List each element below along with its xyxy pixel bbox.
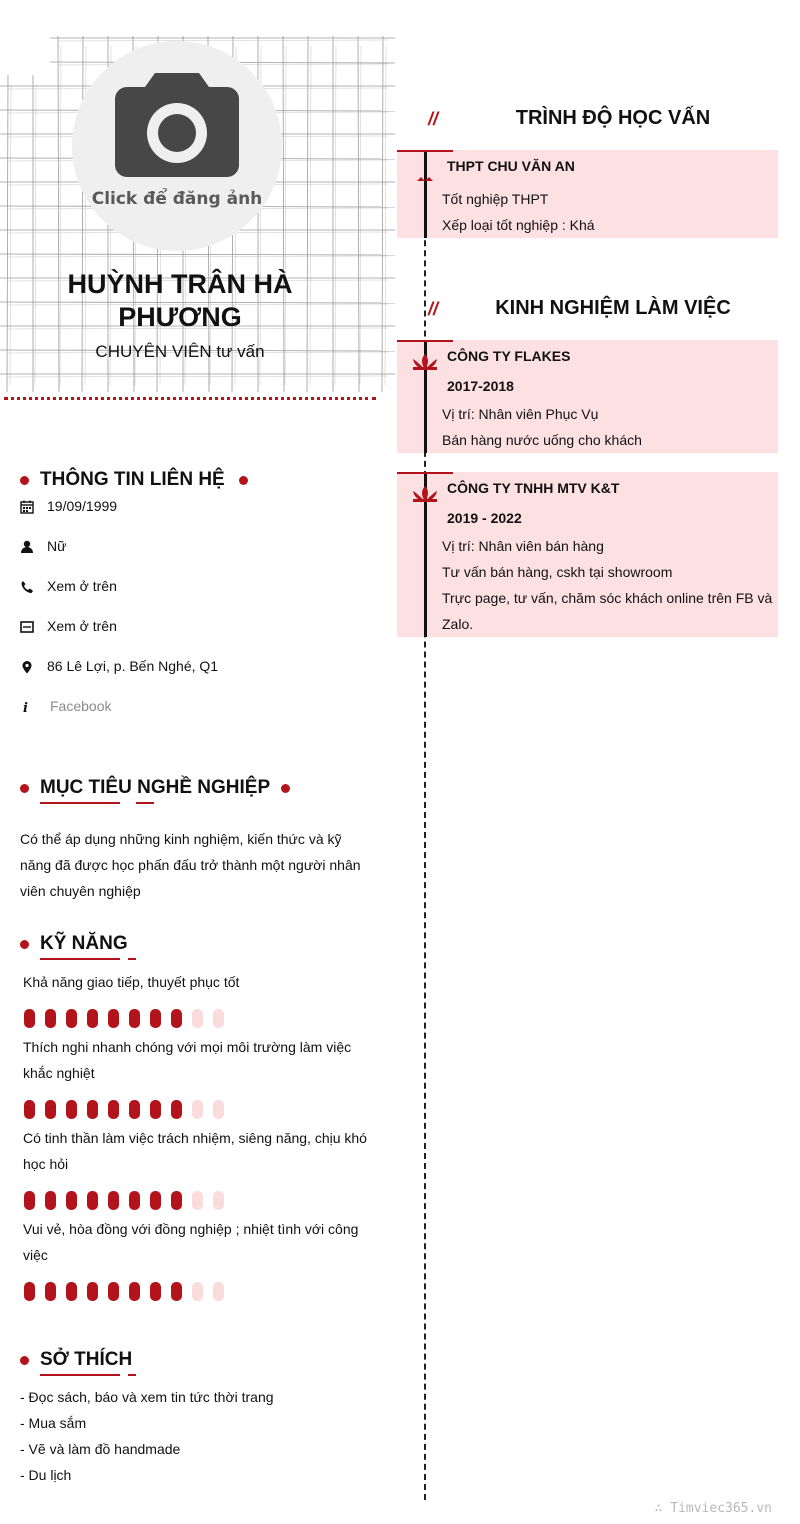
hobby-item: - Vẽ và làm đồ handmade (20, 1441, 181, 1457)
skill-pip-filled (108, 1009, 119, 1028)
title-underline (40, 1374, 120, 1376)
skill-pip-empty (192, 1009, 203, 1028)
contact-text: 19/09/1999 (47, 498, 118, 514)
title-underline (128, 958, 136, 960)
header-divider (4, 397, 376, 400)
skill-pip-filled (45, 1100, 56, 1119)
objective-section-header (20, 777, 300, 807)
skill-pip-filled (129, 1191, 140, 1210)
user-icon (20, 540, 34, 554)
skills-section-header (20, 933, 170, 963)
skill-pip-filled (150, 1009, 161, 1028)
skill-pip-filled (150, 1191, 161, 1210)
skill-rating (24, 1191, 234, 1211)
avatar-upload[interactable] (72, 41, 282, 251)
hobby-item: - Du lịch (20, 1467, 72, 1483)
section-slash: // (428, 109, 439, 129)
job-period: 2017-2018 (447, 378, 514, 394)
skill-pip-filled (171, 1282, 182, 1301)
hobbies-list[interactable] (20, 1384, 274, 1488)
calendar-icon (20, 500, 34, 514)
skill-rating (24, 1100, 234, 1120)
bullet-dot (281, 784, 290, 793)
company-name: CÔNG TY FLAKES (447, 348, 571, 364)
job-line: Tư vấn bán hàng, cskh tại showroom (442, 564, 673, 580)
skill-pip-filled (150, 1100, 161, 1119)
company-name: CÔNG TY TNHH MTV K&T (447, 480, 620, 496)
job-line: Zalo. (442, 616, 474, 632)
svg-text:i: i (23, 701, 28, 714)
hobbies-section-header (20, 1349, 170, 1379)
skill-name[interactable]: Thích nghi nhanh chóng với mọi môi trường làm việc khắc nghiệt (23, 1039, 352, 1081)
skill-pip-filled (45, 1282, 56, 1301)
block-vertical-line (424, 152, 427, 238)
skill-pip-filled (45, 1009, 56, 1028)
education-block[interactable] (397, 150, 778, 238)
candidate-name[interactable]: HUỲNH TRÂN HÀ PHƯƠNG (67, 269, 293, 332)
objective-title: MỤC TIÊU NGHỀ NGHIỆP (40, 777, 271, 798)
avatar-caption: Click để đăng ảnh (91, 189, 263, 209)
job-line: Vị trí: Nhân viên bán hàng (442, 538, 604, 554)
education-title: TRÌNH ĐỘ HỌC VẤN (515, 107, 711, 129)
skill-pip-filled (24, 1009, 35, 1028)
hobby-item: - Đọc sách, báo và xem tin tức thời trang (20, 1389, 274, 1405)
location-icon (20, 660, 34, 674)
skill-name[interactable]: Vui vẻ, hòa đồng với đồng nghiệp ; nhiệt tình với công việc (23, 1221, 359, 1263)
skill-pip-filled (24, 1191, 35, 1210)
skill-pip-filled (171, 1191, 182, 1210)
experience-block[interactable] (397, 340, 778, 453)
bullet-dot (239, 476, 248, 485)
skill-pip-filled (108, 1282, 119, 1301)
education-section-header (428, 107, 778, 135)
skill-pip-filled (45, 1191, 56, 1210)
job-period: 2019 - 2022 (447, 510, 522, 526)
info-icon (20, 700, 34, 714)
email-icon (20, 620, 34, 634)
contact-text: Xem ở trên (47, 618, 117, 634)
skill-pip-filled (87, 1100, 98, 1119)
skill-pip-empty (213, 1282, 224, 1301)
experience-title: KINH NGHIỆM LÀM VIỆC (495, 297, 731, 319)
skill-pip-filled (87, 1191, 98, 1210)
skill-pip-filled (150, 1282, 161, 1301)
education-line: Tốt nghiệp THPT (442, 191, 549, 207)
experience-block[interactable] (397, 472, 778, 637)
watermark: ∴ Timviec365.vn (654, 1501, 772, 1516)
bullet-dot (20, 940, 29, 949)
skill-pip-empty (192, 1191, 203, 1210)
skill-pip-filled (24, 1282, 35, 1301)
skill-name[interactable]: Có tinh thần làm việc trách nhiệm, siêng năng, chịu khó học hỏi (23, 1130, 367, 1172)
skill-pip-filled (108, 1191, 119, 1210)
skill-rating (24, 1282, 234, 1302)
job-line: Trực page, tư vấn, chăm sóc khách online trên FB và (442, 590, 773, 606)
skill-pip-filled (24, 1100, 35, 1119)
skill-rating (24, 1009, 234, 1029)
skill-name[interactable]: Khả năng giao tiếp, thuyết phục tốt (23, 974, 240, 990)
camera-icon (113, 71, 241, 181)
lotus-icon (411, 352, 439, 370)
contact-text: 86 Lê Lợi, p. Bến Nghé, Q1 (47, 658, 219, 674)
contact-section-header (20, 469, 280, 499)
skill-pip-filled (129, 1100, 140, 1119)
job-title[interactable]: CHUYÊN VIÊN tư vấn (95, 342, 265, 361)
skill-pip-filled (129, 1282, 140, 1301)
lotus-icon (416, 176, 434, 182)
bullet-dot (20, 784, 29, 793)
skill-pip-filled (108, 1100, 119, 1119)
title-underline (40, 958, 120, 960)
job-line: Vị trí: Nhân viên Phục Vụ (442, 406, 599, 422)
title-underline (128, 1374, 136, 1376)
skill-pip-filled (66, 1191, 77, 1210)
contact-text: Facebook (50, 698, 112, 714)
skill-pip-filled (171, 1009, 182, 1028)
skill-pip-filled (87, 1009, 98, 1028)
contact-text: Xem ở trên (47, 578, 117, 594)
skill-pip-empty (213, 1191, 224, 1210)
hobby-item: - Mua sắm (20, 1415, 87, 1431)
skill-pip-filled (66, 1100, 77, 1119)
skill-pip-filled (66, 1282, 77, 1301)
skill-pip-empty (192, 1100, 203, 1119)
skill-pip-empty (192, 1282, 203, 1301)
skill-pip-filled (171, 1100, 182, 1119)
job-line: Bán hàng nước uống cho khách (442, 432, 642, 448)
lotus-icon (411, 484, 439, 502)
skill-pip-filled (66, 1009, 77, 1028)
skill-pip-filled (129, 1009, 140, 1028)
school-name: THPT CHU VĂN AN (447, 158, 575, 174)
title-underline (136, 802, 154, 804)
hobbies-title: SỞ THÍCH (40, 1349, 133, 1370)
phone-icon (20, 580, 34, 594)
education-line: Xếp loại tốt nghiệp : Khá (442, 217, 595, 233)
contact-title: THÔNG TIN LIÊN HỆ (40, 469, 225, 490)
skill-pip-empty (213, 1100, 224, 1119)
objective-text[interactable]: Có thể áp dụng những kinh nghiệm, kiến thức và kỹ năng đã được học phấn đấu trở thành một người nhân viên chuyên nghiệp (20, 831, 361, 899)
skill-pip-empty (213, 1009, 224, 1028)
bullet-dot (20, 1356, 29, 1365)
skill-pip-filled (87, 1282, 98, 1301)
experience-section-header (428, 297, 778, 325)
bullet-dot (20, 476, 29, 485)
title-underline (40, 802, 120, 804)
contact-text: Nữ (47, 538, 67, 554)
skills-title: KỸ NĂNG (40, 933, 128, 954)
section-slash: // (428, 299, 439, 319)
